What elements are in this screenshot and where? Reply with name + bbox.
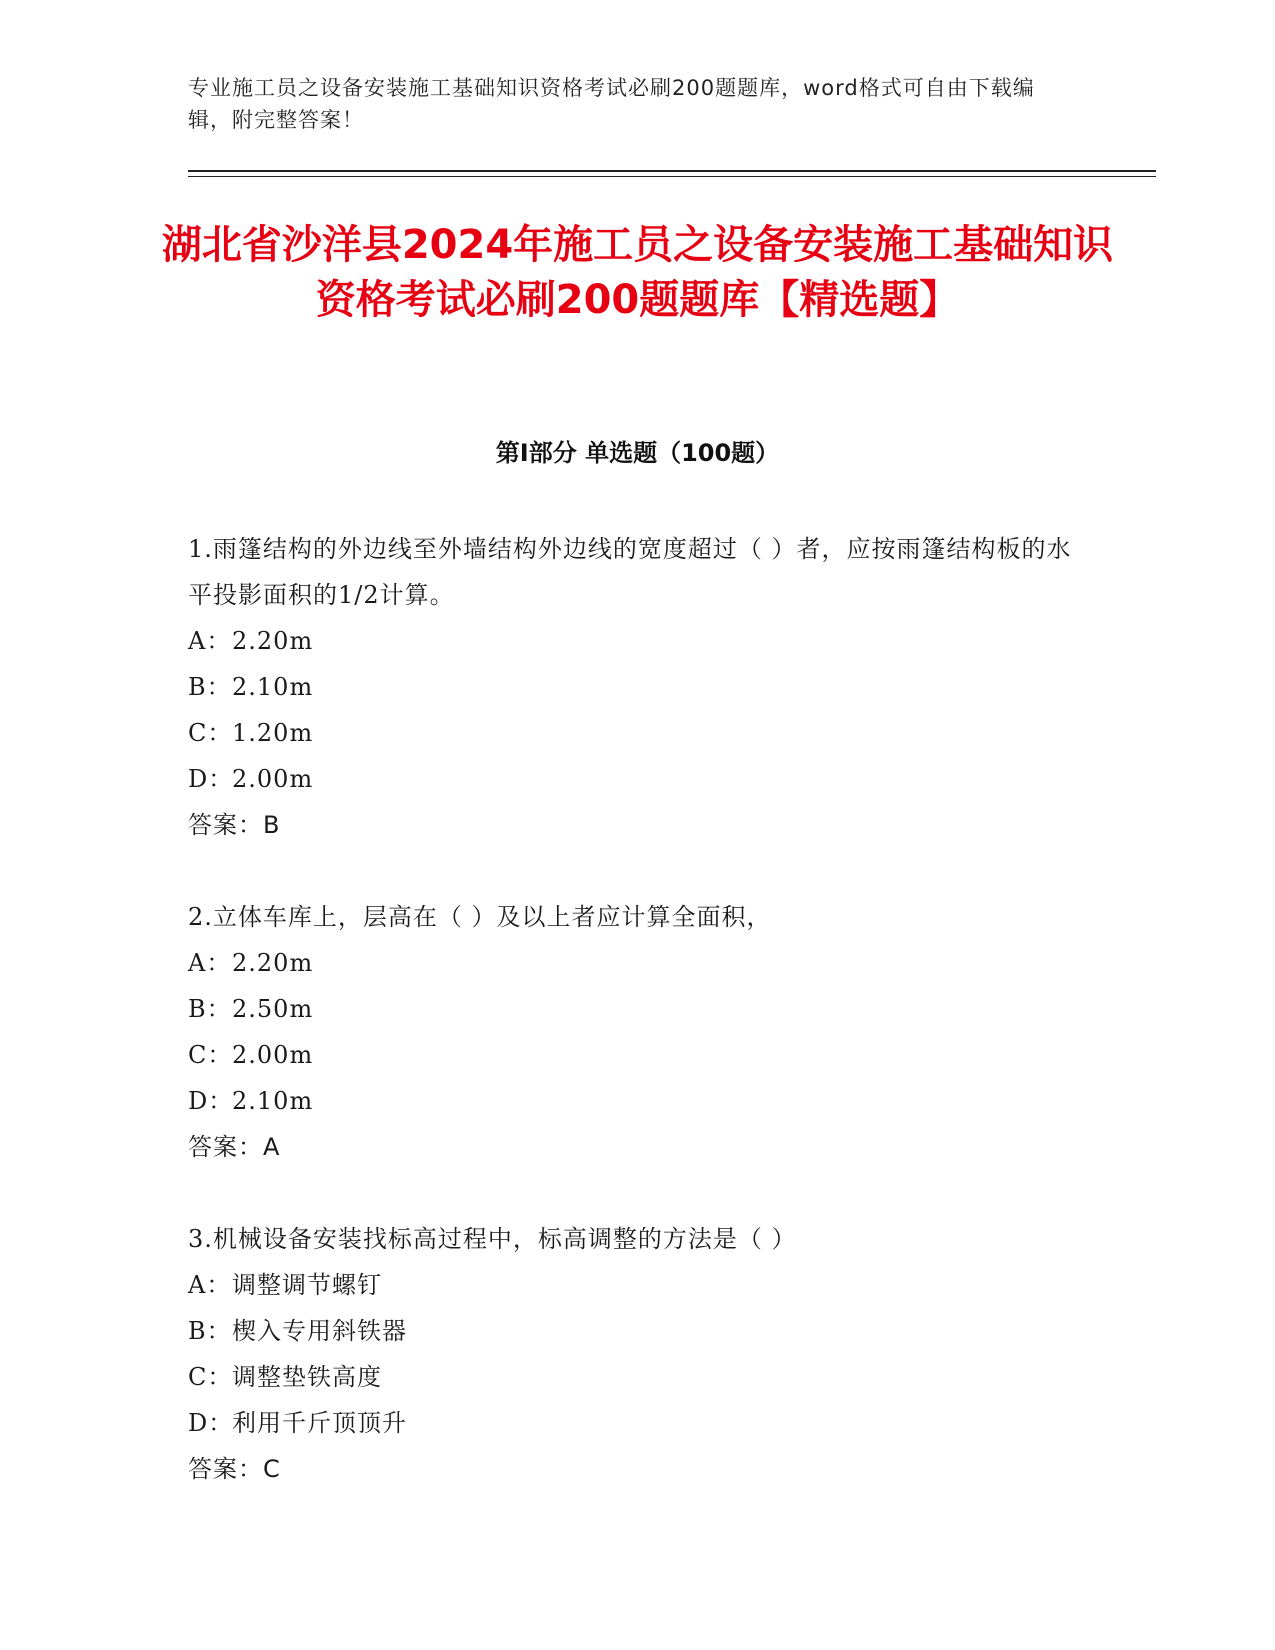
option-text: 2.20m bbox=[232, 627, 314, 655]
option-letter: D： bbox=[188, 1409, 234, 1437]
answer: 答案：A bbox=[188, 1133, 281, 1161]
option-c bbox=[188, 1354, 1088, 1400]
question-1 bbox=[188, 526, 1088, 848]
option-letter: C： bbox=[188, 719, 233, 747]
question-stem: 3.机械设备安装找标高过程中，标高调整的方法是（ ） bbox=[188, 1225, 797, 1253]
option-a bbox=[188, 1262, 1088, 1308]
option-letter: A： bbox=[188, 627, 232, 655]
question-list bbox=[188, 526, 1088, 1538]
option-d bbox=[188, 1078, 1088, 1124]
option-text: 2.10m bbox=[232, 673, 314, 701]
option-text: 2.10m bbox=[232, 1087, 314, 1115]
option-text: 楔入专用斜铁器 bbox=[232, 1317, 407, 1345]
option-text: 1.20m bbox=[232, 719, 314, 747]
option-d bbox=[188, 1400, 1088, 1446]
option-letter: A： bbox=[188, 949, 232, 977]
question-3 bbox=[188, 1216, 1088, 1492]
option-a bbox=[188, 618, 1088, 664]
option-letter: D： bbox=[188, 1087, 234, 1115]
option-c bbox=[188, 710, 1088, 756]
option-text: 2.50m bbox=[232, 995, 314, 1023]
option-letter: B： bbox=[188, 1317, 232, 1345]
option-text: 调整调节螺钉 bbox=[232, 1271, 382, 1299]
option-letter: C： bbox=[188, 1363, 233, 1391]
header-note: 专业施工员之设备安装施工基础知识资格考试必刷200题题库，word格式可自由下载编辑，附完整答案！ bbox=[188, 76, 1035, 132]
option-text: 2.20m bbox=[232, 949, 314, 977]
header-divider-thin bbox=[188, 176, 1156, 177]
option-c bbox=[188, 1032, 1088, 1078]
option-letter: A： bbox=[188, 1271, 232, 1299]
option-letter: B： bbox=[188, 673, 232, 701]
option-letter: B： bbox=[188, 995, 232, 1023]
option-letter: D： bbox=[188, 765, 234, 793]
question-stem: 2.立体车库上，层高在（ ）及以上者应计算全面积， bbox=[188, 903, 772, 931]
document-title: 湖北省沙洋县2024年施工员之设备安装施工基础知识资格考试必刷200题题库【精选题】 bbox=[161, 222, 1114, 323]
header-divider-thick bbox=[188, 170, 1156, 172]
option-a bbox=[188, 940, 1088, 986]
answer: 答案：B bbox=[188, 811, 281, 839]
option-text: 2.00m bbox=[232, 765, 314, 793]
option-letter: C： bbox=[188, 1041, 233, 1069]
answer: 答案：C bbox=[188, 1455, 281, 1483]
option-text: 调整垫铁高度 bbox=[232, 1363, 382, 1391]
option-d bbox=[188, 756, 1088, 802]
option-text: 利用千斤顶顶升 bbox=[232, 1409, 407, 1437]
option-b bbox=[188, 986, 1088, 1032]
option-text: 2.00m bbox=[232, 1041, 314, 1069]
question-stem: 1.雨篷结构的外边线至外墙结构外边线的宽度超过（ ）者，应按雨篷结构板的水平投影面积的1/2计算。 bbox=[188, 535, 1072, 609]
section-heading: 第I部分 单选题（100题） bbox=[495, 439, 780, 467]
question-2 bbox=[188, 894, 1088, 1170]
option-b bbox=[188, 1308, 1088, 1354]
option-b bbox=[188, 664, 1088, 710]
